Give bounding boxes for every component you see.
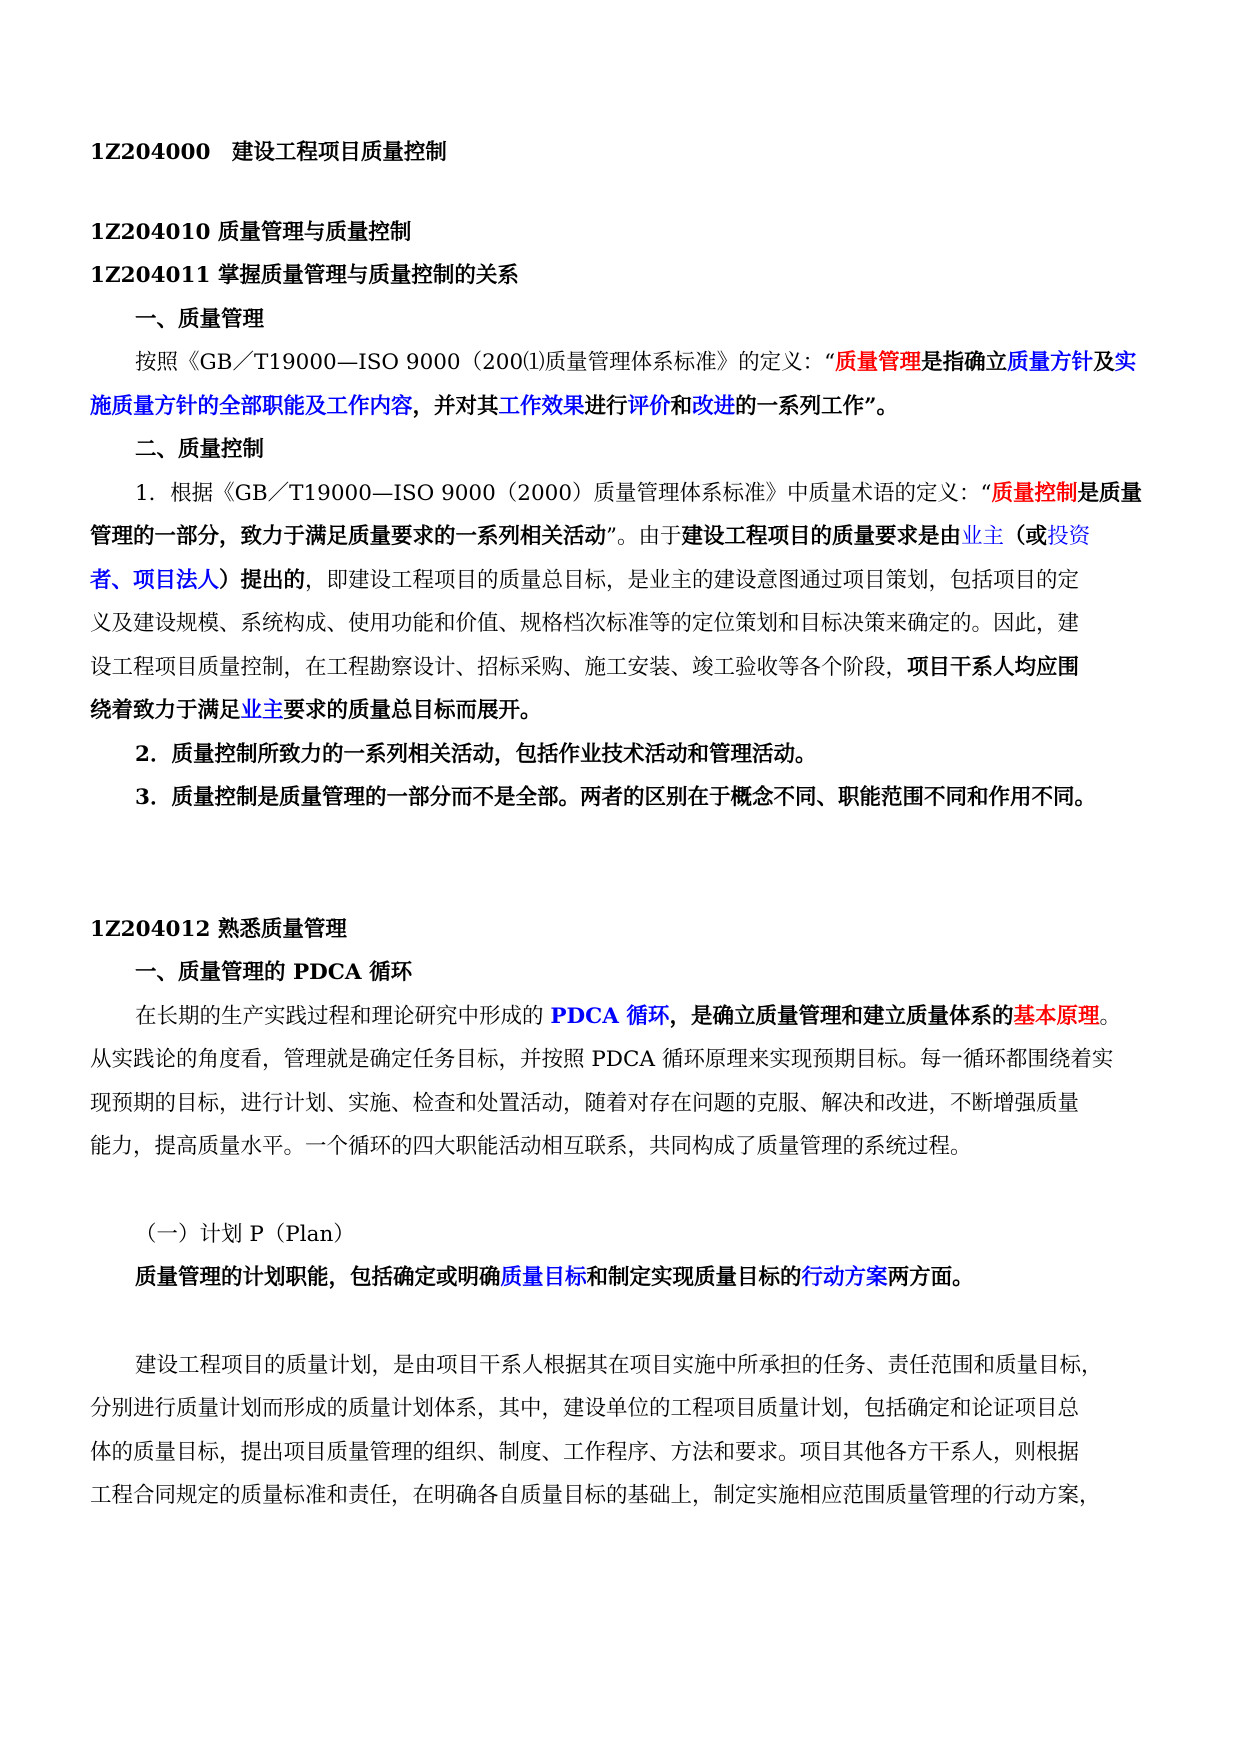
text-run: 在长期的生产实践过程和理论研究中形成的 (135, 1004, 551, 1029)
text-bold: 要求的质量总目标而展开。 (283, 698, 542, 723)
text-run: 1．根据《GB／T19000—ISO 9000（2000）质量管理体系标准》中质量术语的定义：“ (135, 481, 992, 506)
text-bold: 和制定实现质量目标的 (586, 1265, 802, 1290)
text-run: 设工程项目质量控制，在工程勘察设计、招标采购、施工安装、竣工验收等各个阶段， (90, 655, 908, 680)
highlight-blue: 者、项目法人 (90, 568, 220, 593)
text-bold: 是质量 (1077, 481, 1143, 506)
text-run: 按照《GB／T19000—ISO 9000（200⑴质量管理体系标准》的定义：“ (135, 350, 836, 375)
text-bold: 及 (1093, 350, 1115, 375)
highlight-blue: 施质量方针的全部职能及工作内容 (90, 394, 413, 419)
highlight-blue: 投资 (1047, 524, 1091, 549)
chapter-heading: 1Z204000 建设工程项目质量控制 (90, 140, 447, 165)
highlight-blue: 实 (1114, 350, 1137, 375)
text-bold: ）提出的 (219, 568, 306, 593)
pdca-paragraph-line-3: 现预期的目标，进行计划、实施、检查和处置活动，随着对存在问题的克服、解决和改进，不断增强质量 (90, 1091, 1080, 1116)
text-run: ，即建设工程项目的质量总目标，是业主的建设意图通过项目策划，包括项目的定 (305, 568, 1080, 593)
text-bold: 的一系列工作”。 (735, 394, 898, 419)
text-bold: 项目干系人均应围 (907, 655, 1080, 680)
quality-management-paragraph-line-1 (135, 349, 1136, 377)
text-bold: 质量管理的计划职能，包括确定或明确 (135, 1265, 501, 1290)
text-bold: ，是确立质量管理和建立质量体系的 (669, 1004, 1014, 1029)
quality-control-item-2: 2．质量控制所致力的一系列相关活动，包括作业技术活动和管理活动。 (135, 742, 817, 767)
highlight-blue: 行动方案 (801, 1265, 888, 1290)
text-bold: 管理的一部分，致力于满足质量要求的一系列相关活动 (90, 524, 607, 549)
quality-control-paragraph-line-4: 义及建设规模、系统构成、使用功能和价值、规格档次标准等的定位策划和目标决策来确定的。因此，建 (90, 611, 1080, 636)
subsection-heading-1z204012: 1Z204012 熟悉质量管理 (90, 917, 347, 942)
highlight-red: 质量控制 (991, 481, 1078, 506)
highlight-blue: PDCA 循环 (550, 1004, 670, 1029)
quality-control-paragraph-line-2 (90, 523, 1090, 551)
highlight-blue: 工作效果 (498, 394, 585, 419)
text-bold: 建设工程项目的质量要求是由 (681, 524, 962, 549)
text-bold: 两方面。 (887, 1265, 974, 1290)
quality-management-paragraph-line-2 (90, 393, 898, 421)
highlight-blue: 质量目标 (500, 1265, 587, 1290)
plan-paragraph-line-2: 分别进行质量计划而形成的质量计划体系，其中，建设单位的工程项目质量计划，包括确定和论证项目总 (90, 1396, 1080, 1421)
plan-paragraph-line-1: 建设工程项目的质量计划，是由项目干系人根据其在项目实施中所承担的任务、责任范围和质量目标， (135, 1353, 1103, 1378)
pdca-paragraph-line-2: 从实践论的角度看，管理就是确定任务目标，并按照 PDCA 循环原理来实现预期目标。每一循环都围绕着实 (90, 1047, 1114, 1072)
plan-title: （一）计划 P（Plan） (135, 1222, 355, 1247)
text-bold: 是指确立 (921, 350, 1008, 375)
quality-control-paragraph-line-3 (90, 567, 1079, 595)
highlight-red: 基本原理 (1013, 1004, 1100, 1029)
text-run: 。 (1099, 1004, 1121, 1029)
highlight-blue: 质量方针 (1007, 350, 1094, 375)
subsection-heading-1z204011: 1Z204011 掌握质量管理与质量控制的关系 (90, 263, 519, 288)
plan-paragraph-line-4: 工程合同规定的质量标准和责任，在明确各自质量目标的基础上，制定实施相应范围质量管理的行动方案， (90, 1483, 1101, 1508)
plan-paragraph-line-3: 体的质量目标，提出项目质量管理的组织、制度、工作程序、方法和要求。项目其他各方干系人，则根据 (90, 1440, 1080, 1465)
text-bold: 绕着致力于满足 (90, 698, 241, 723)
plan-summary (135, 1264, 974, 1292)
pdca-title: 一、质量管理的 PDCA 循环 (135, 960, 413, 985)
pdca-paragraph-line-1 (135, 1003, 1121, 1031)
highlight-blue: 业主 (961, 524, 1005, 549)
quality-control-title: 二、质量控制 (135, 437, 265, 462)
quality-control-item-3: 3．质量控制是质量管理的一部分而不是全部。两者的区别在于概念不同、职能范围不同和作用不同。 (135, 785, 1096, 810)
section-heading: 1Z204010 质量管理与质量控制 (90, 220, 412, 245)
text-bold: 和 (670, 394, 693, 419)
highlight-red: 质量管理 (835, 350, 922, 375)
text-bold: 进行 (584, 394, 628, 419)
pdca-paragraph-line-4: 能力，提高质量水平。一个循环的四大职能活动相互联系，共同构成了质量管理的系统过程。 (90, 1134, 972, 1159)
text-bold: ，并对其 (412, 394, 499, 419)
quality-control-paragraph-line-1 (135, 480, 1142, 508)
quality-control-paragraph-line-5 (90, 654, 1079, 682)
highlight-blue: 评价 (627, 394, 671, 419)
quality-control-paragraph-line-6 (90, 697, 542, 725)
highlight-blue: 业主 (240, 698, 284, 723)
quality-management-title: 一、质量管理 (135, 307, 265, 332)
text-bold: （或 (1004, 524, 1048, 549)
highlight-blue: 改进 (692, 394, 736, 419)
text-run: ”。由于 (606, 524, 682, 549)
